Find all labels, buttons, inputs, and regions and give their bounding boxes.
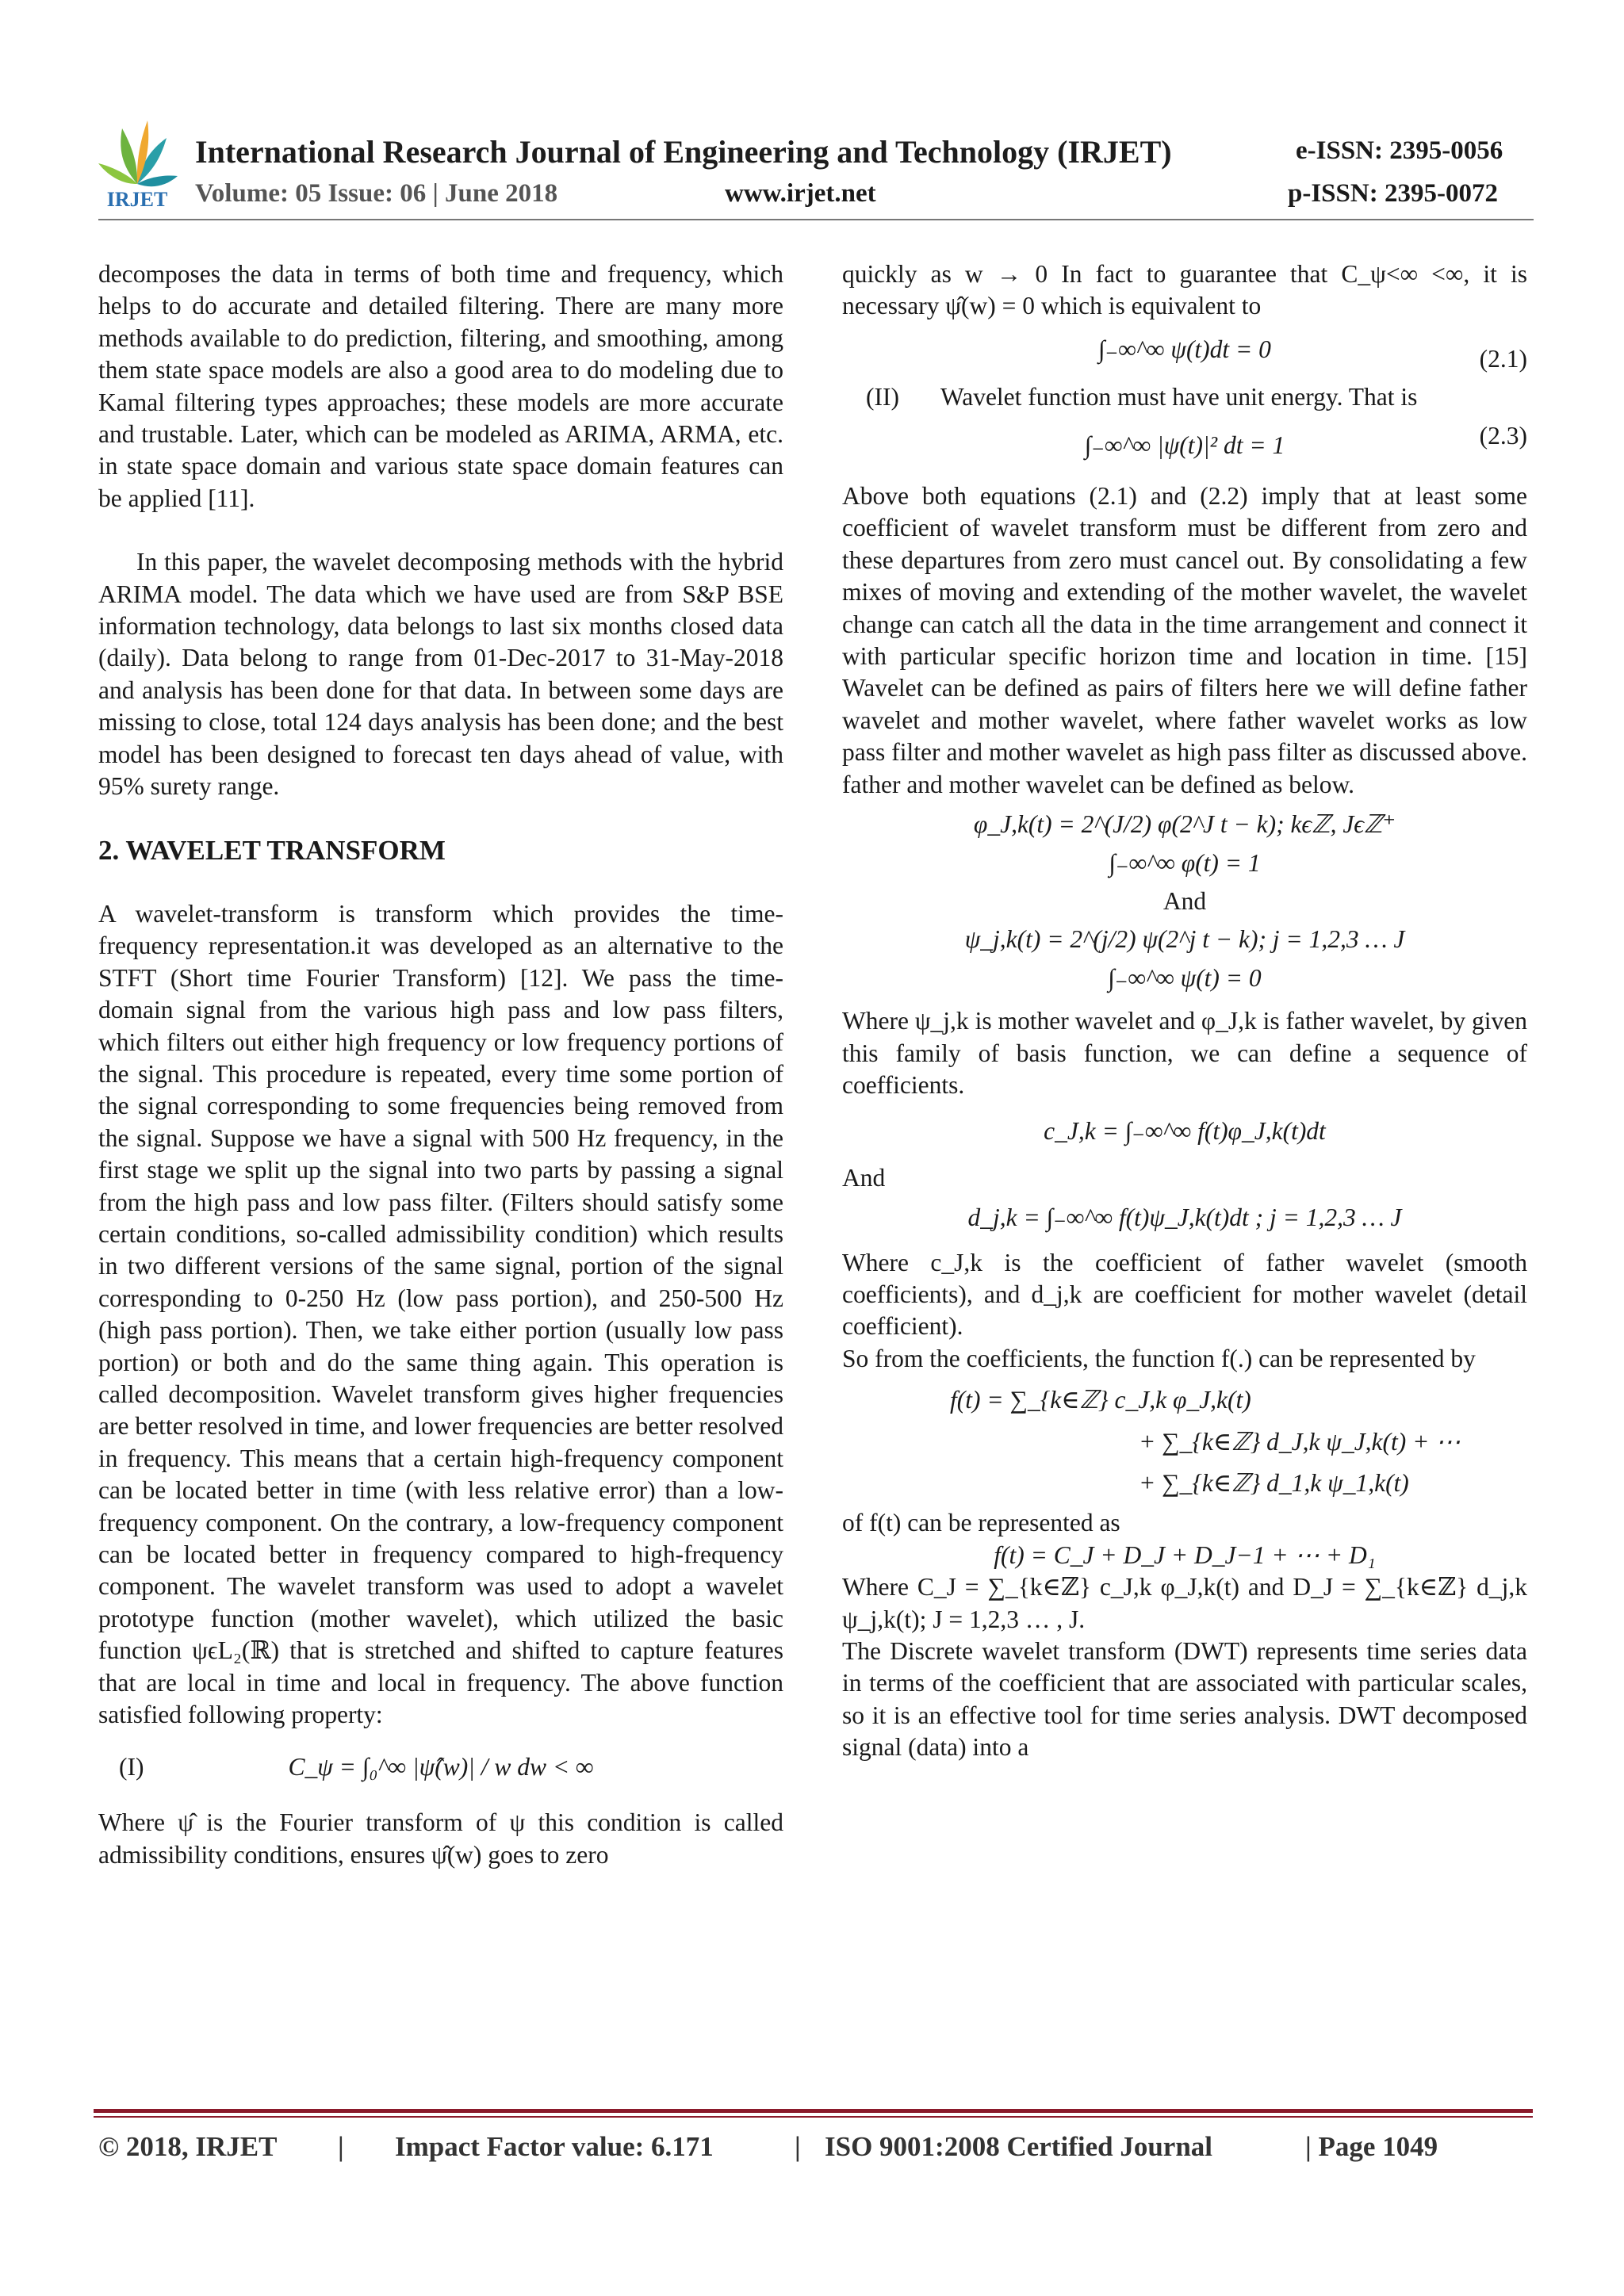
condition-1-label: (I) xyxy=(119,1753,144,1781)
right-paragraph-4: Where c_J,k is the coefficient of father wavelet (smooth coefficients), and d_j,k are coefficient for mother wavelet (detail coefficient). xyxy=(842,1248,1527,1341)
condition-2-label: (II) xyxy=(866,383,899,411)
right-column xyxy=(842,258,1527,1764)
detail-coefficient-equation: d_j,k = ∫₋∞^∞ f(t)ψ_J,k(t)dt ; j = 1,2,3 … J xyxy=(967,1203,1402,1232)
section-title: 2. WAVELET TRANSFORM xyxy=(98,834,446,866)
footer-divider-thin xyxy=(94,2116,1533,2118)
volume-issue: Volume: 05 Issue: 06 | June 2018 xyxy=(195,179,558,208)
right-paragraph-5: So from the coefficients, the function f(.) can be represented by xyxy=(842,1344,1476,1372)
equation-2-1: ∫₋∞^∞ ψ(t)dt = 0 xyxy=(1098,335,1271,363)
right-paragraph-2: Above both equations (2.1) and (2.2) imply that at least some coefficient of wavelet transform must be different from zero and these departures from zero must cancel out. By consolidating a few mixes of moving and extending of the mother wavelet, the wavelet change can catch all the data in the time arrangement and connect it with particular specific horizon time and location in time. [15] Wavelet can be defined as pairs of filters here we will define father wavelet and mother wavelet, where father wavelet works as low pass filter and mother wavelet as high pass filter as discussed above. father and mother wavelet can be defined as below. xyxy=(842,482,1527,798)
logo-text: IRJET xyxy=(106,188,168,211)
and-label-2: And xyxy=(842,1163,886,1192)
condition-2-text: Wavelet function must have unit energy. That is xyxy=(940,383,1418,411)
right-paragraph-6: of f(t) can be represented as xyxy=(842,1509,1120,1537)
footer-iso-certification: ISO 9001:2008 Certified Journal xyxy=(825,2131,1213,2162)
smooth-coefficient-equation: c_J,k = ∫₋∞^∞ f(t)φ_J,k(t)dt xyxy=(1044,1117,1326,1146)
sum-line-1: f(t) = ∑_{k∈ℤ} c_J,k φ_J,k(t) xyxy=(950,1386,1251,1414)
right-paragraph-1: quickly as w → 0 In fact to guarantee that C_ψ<∞ <∞, it is necessary ψ̂(w) = 0 which is equivalent to xyxy=(842,260,1527,320)
footer-page-number: | Page 1049 xyxy=(1305,2131,1438,2162)
father-wavelet-equation: φ_J,k(t) = 2^(J/2) φ(2^J t − k); kϵℤ, Jϵℤ⁺ xyxy=(973,810,1396,839)
sum-line-2: + ∑_{k∈ℤ} d_J,k ψ_J,k(t) + ⋯ xyxy=(1139,1427,1461,1456)
sum-line-3: + ∑_{k∈ℤ} d_1,k ψ_1,k(t) xyxy=(1139,1469,1409,1497)
equation-2-3-number: (2.3) xyxy=(1479,421,1527,450)
equation-2-3: ∫₋∞^∞ |ψ(t)|² dt = 1 xyxy=(1084,430,1285,459)
header-divider xyxy=(98,219,1534,220)
left-paragraph-2: In this paper, the wavelet decomposing methods with the hybrid ARIMA model. The data which we have used are from S&P BSE information technology, data belongs to last six months closed data (daily). Data belong to range from 01-Dec-2017 to 31-May-2018 and analysis has been done for that data. In between some days are missing to close, total 124 days analysis has been done; and the best model has been designed to forecast ten days ahead of value, with 95% surety range. xyxy=(98,548,783,801)
admissibility-equation-row xyxy=(98,1751,783,1807)
journal-website-link[interactable]: www.irjet.net xyxy=(725,179,876,208)
footer-separator-1: | xyxy=(338,2131,344,2162)
left-paragraph-4: Where ψ̂ is the Fourier transform of ψ this condition is called admissibility conditions, ensures ψ̂(w) goes to zero xyxy=(98,1808,783,1869)
mother-wavelet-integral: ∫₋∞^∞ ψ(t) = 0 xyxy=(1108,963,1262,992)
equation-2-3-row xyxy=(842,421,1527,461)
right-paragraph-3: Where ψ_j,k is mother wavelet and φ_J,k is father wavelet, by given this family of basis function, we can define a sequence of coefficients. xyxy=(842,1007,1527,1099)
leaf-icon xyxy=(98,121,178,186)
equation-2-1-row xyxy=(842,334,1527,373)
and-label-1: And xyxy=(1162,886,1207,915)
footer-separator-2: | xyxy=(795,2131,801,2162)
father-wavelet-integral: ∫₋∞^∞ φ(t) = 1 xyxy=(1109,848,1261,877)
signal-reconstruction-equation: f(t) = C_J + D_J + D_J−1 + ⋯ + D₁ xyxy=(994,1540,1376,1569)
right-paragraph-8: The Discrete wavelet transform (DWT) represents time series data in terms of the coefficient that are associated with particular scales, so it is an effective tool for time series analysis. DWT decomposed signal (data) into a xyxy=(842,1637,1527,1762)
mother-wavelet-equation: ψ_j,k(t) = 2^(j/2) ψ(2^j t − k); j = 1,2,3 … J xyxy=(964,925,1405,954)
left-column xyxy=(98,258,783,1871)
admissibility-equation: C_ψ = ∫₀^∞ |ψ̂(w)| / w dw < ∞ xyxy=(288,1753,594,1781)
journal-title: International Research Journal of Engineering and Technology (IRJET) xyxy=(195,134,1172,170)
right-paragraph-7: Where C_J = ∑_{k∈ℤ} c_J,k φ_J,k(t) and D_J = ∑_{k∈ℤ} d_j,k ψ_j,k(t); J = 1,2,3 … , J. xyxy=(842,1573,1527,1633)
footer-divider-thick xyxy=(94,2109,1533,2113)
equation-2-1-number: (2.1) xyxy=(1479,344,1527,373)
footer-impact-factor: Impact Factor value: 6.171 xyxy=(395,2131,714,2162)
footer-copyright: © 2018, IRJET xyxy=(98,2131,278,2162)
p-issn: p-ISSN: 2395-0072 xyxy=(1288,179,1498,208)
left-paragraph-3: A wavelet-transform is transform which provides the time-frequency representation.it was developed as an alternative to the STFT (Short time Fourier Transform) [12]. We pass the time-domain signal from the various high pass and low pass filters, which filters out either high frequency or low frequency portions of the signal. This procedure is repeated, every time some portion of the signal corresponding to some frequencies being removed from the signal. Suppose we have a signal with 500 Hz frequency, in the first stage we split up the signal into two parts by passing a signal from the high pass and low pass filter. (Filters should satisfy some certain conditions, so-called admissibility condition) which results in two different versions of the same signal, portion of the signal corresponding to 0-250 Hz (low pass portion), and 250-500 Hz (high pass portion). Then, we take either portion (usually low pass portion) or both and do the same thing again. This operation is called decomposition. Wavelet transform gives higher frequencies are better resolved in time, and lower frequencies are better resolved in frequency. This means that a certain high-frequency component can be located better in time (with less relative error) than a low-frequency component. On the contrary, a low-frequency component can be located better in frequency compared to high-frequency component. The wavelet transform was used to adopt a wavelet prototype function (mother wavelet), which utilized the basic function ψϵL₂(ℝ) that is stretched and shifted to capture features that are local in time and local in frequency. The above function satisfied following property: xyxy=(98,899,783,1729)
condition-2 xyxy=(842,381,1527,413)
irjet-logo xyxy=(94,114,181,211)
left-paragraph-1: decomposes the data in terms of both time and frequency, which helps to do accurate and detailed filtering. There are many more methods available to do prediction, filtering, and smoothing, among them state space models are also a good area to do modeling due to Kamal filtering types approaches; these models are more accurate and trustable. Later, which can be modeled as ARIMA, ARMA, etc. in state space domain and various state space domain features can be applied [11]. xyxy=(98,260,783,512)
e-issn: e-ISSN: 2395-0056 xyxy=(1296,136,1503,165)
